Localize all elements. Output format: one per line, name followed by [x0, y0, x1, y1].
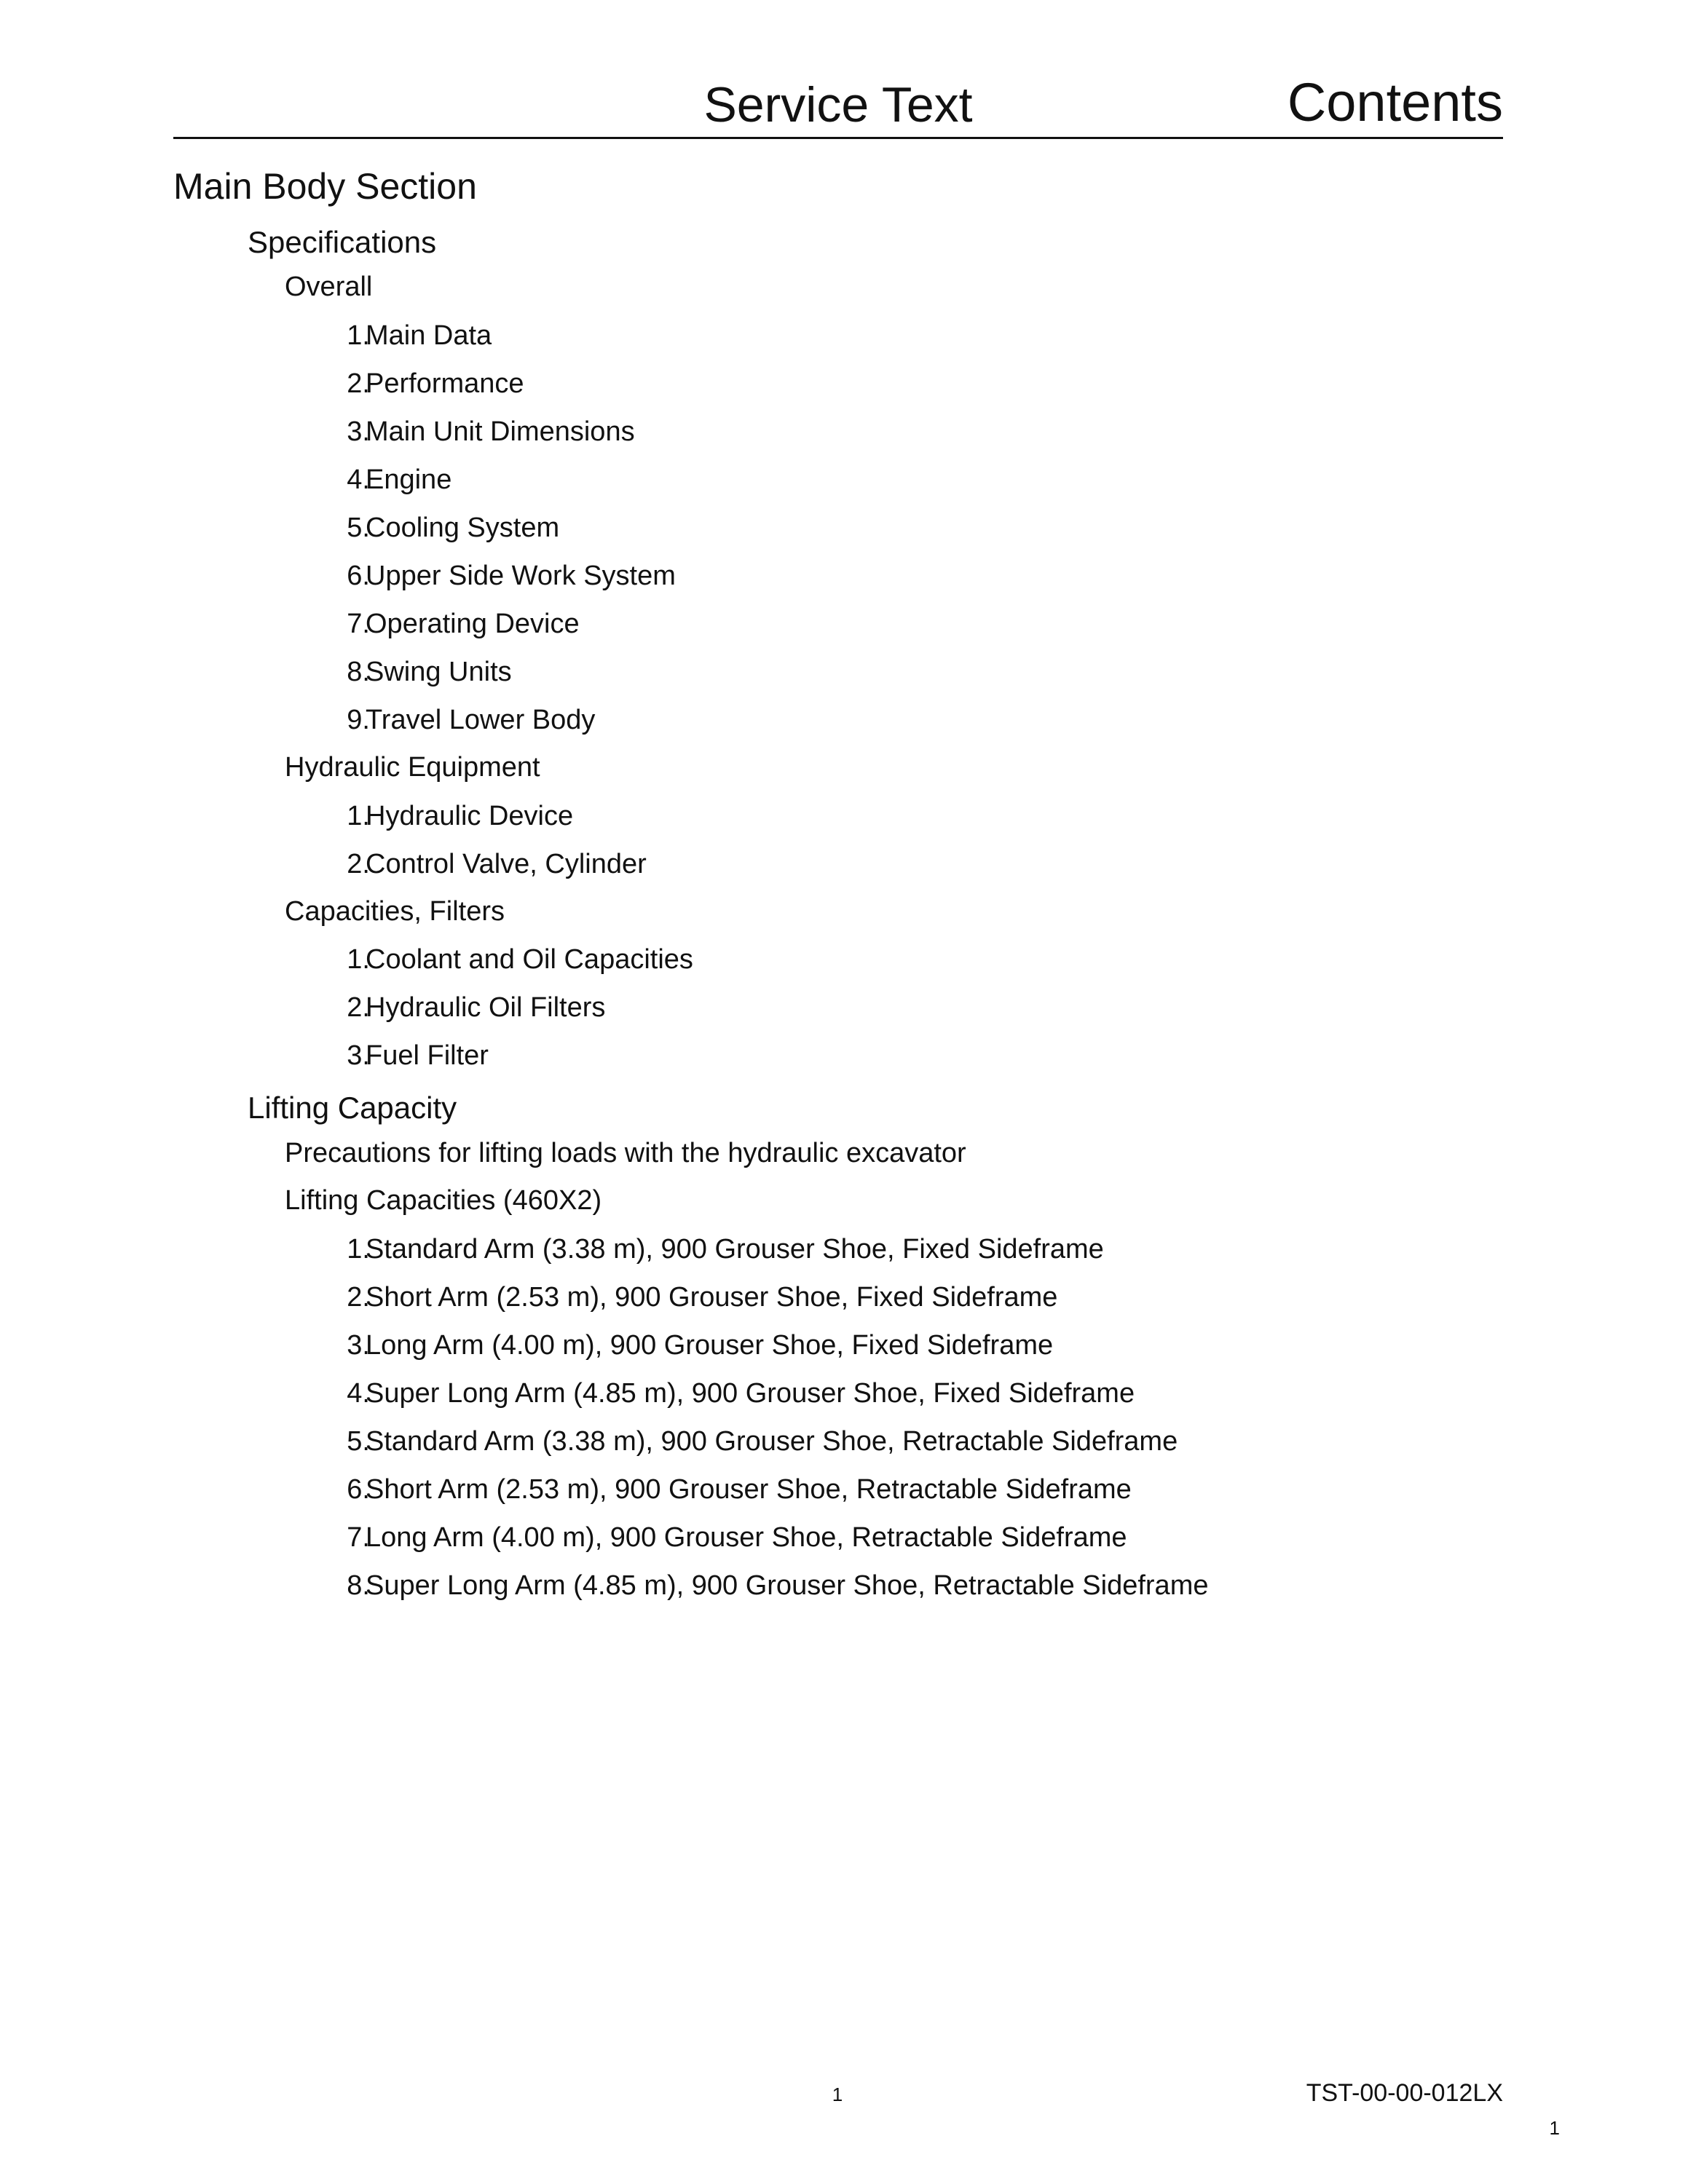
toc-item[interactable]: [173, 799, 1503, 833]
toc-item-number: 8.: [347, 1570, 370, 1601]
toc-item-number: 3.: [347, 1040, 370, 1072]
toc-item[interactable]: [173, 511, 1503, 545]
toc-chapter: [173, 1090, 1503, 1602]
toc-item-number: 5.: [347, 512, 370, 543]
page-number: 1: [832, 2084, 843, 2105]
toc-item-number: 7.: [347, 608, 370, 639]
toc-item-label: Long Arm (4.00 m), 900 Grouser Shoe, Retractable Sideframe: [366, 1522, 1127, 1553]
toc-item-label: Super Long Arm (4.85 m), 900 Grouser Shoe, Retractable Sideframe: [366, 1570, 1209, 1601]
section-title[interactable]: Precautions for lifting loads with the hydraulic excavator: [285, 1137, 966, 1168]
toc-item[interactable]: [173, 1473, 1503, 1506]
toc-item-label: Short Arm (2.53 m), 900 Grouser Shoe, Retractable Sideframe: [366, 1473, 1132, 1505]
section-title: Contents: [1287, 72, 1503, 132]
page-header: [173, 67, 1503, 139]
document-title: Service Text: [703, 77, 973, 132]
toc-item[interactable]: [173, 1425, 1503, 1458]
toc-item-label: Coolant and Oil Capacities: [366, 944, 693, 976]
toc-item-number: 4.: [347, 464, 370, 495]
toc-item[interactable]: [173, 1281, 1503, 1314]
toc-item-label: Swing Units: [366, 656, 512, 687]
toc-item-number: 2.: [347, 1281, 370, 1313]
toc-item[interactable]: [173, 559, 1503, 593]
toc-item[interactable]: [173, 463, 1503, 496]
toc-item-number: 3.: [347, 1329, 370, 1361]
toc-item[interactable]: [173, 847, 1503, 881]
toc-item-number: 6.: [347, 1473, 370, 1505]
toc-item-label: Engine: [366, 464, 452, 495]
toc-item-number: 9.: [347, 704, 370, 735]
toc-item-number: 1.: [347, 800, 370, 831]
toc-section: [173, 751, 1503, 881]
table-of-contents: [173, 165, 1503, 1620]
toc-item-label: Cooling System: [366, 512, 560, 543]
toc-item[interactable]: [173, 655, 1503, 689]
toc-item-label: Performance: [366, 368, 524, 399]
toc-item-label: Operating Device: [366, 608, 580, 639]
toc-item-number: 7.: [347, 1522, 370, 1553]
toc-item-label: Long Arm (4.00 m), 900 Grouser Shoe, Fixed Sideframe: [366, 1329, 1054, 1361]
toc-item-list: [173, 1233, 1503, 1602]
toc-item-list: [173, 943, 1503, 1072]
toc-item[interactable]: [173, 991, 1503, 1024]
toc-item-number: 6.: [347, 560, 370, 591]
section-title[interactable]: Overall: [285, 272, 373, 303]
corner-page-number: 1: [1549, 2117, 1560, 2139]
toc-item[interactable]: [173, 1569, 1503, 1602]
toc-item-number: 1.: [347, 320, 370, 351]
toc-item-list: [173, 799, 1503, 881]
toc-item-number: 8.: [347, 656, 370, 687]
toc-item-label: Super Long Arm (4.85 m), 900 Grouser Shoe, Fixed Sideframe: [366, 1377, 1135, 1409]
toc-item-label: Main Data: [366, 320, 492, 351]
toc-item[interactable]: [173, 943, 1503, 976]
toc-item-label: Travel Lower Body: [366, 704, 596, 735]
toc-item[interactable]: [173, 319, 1503, 352]
toc-section: [173, 271, 1503, 737]
toc-item-label: Hydraulic Device: [366, 800, 574, 831]
section-title[interactable]: Capacities, Filters: [285, 895, 505, 927]
toc-item[interactable]: [173, 703, 1503, 737]
chapter-list: [173, 224, 1503, 1602]
toc-item-label: Hydraulic Oil Filters: [366, 992, 606, 1024]
toc-item-label: Upper Side Work System: [366, 560, 676, 591]
section-title[interactable]: Lifting Capacities (460X2): [285, 1185, 602, 1216]
toc-item-label: Standard Arm (3.38 m), 900 Grouser Shoe, Fixed Sideframe: [366, 1233, 1104, 1265]
toc-item-number: 4.: [347, 1377, 370, 1409]
toc-section: [173, 895, 1503, 1073]
section-title[interactable]: Hydraulic Equipment: [285, 751, 540, 783]
toc-item-number: 1.: [347, 944, 370, 976]
part-title: Main Body Section: [173, 166, 477, 207]
toc-item-number: 2.: [347, 368, 370, 399]
toc-section: [173, 1137, 1503, 1171]
toc-item-number: 2.: [347, 992, 370, 1024]
toc-item-label: Control Valve, Cylinder: [366, 848, 647, 879]
toc-item-label: Main Unit Dimensions: [366, 416, 635, 447]
toc-item-number: 3.: [347, 416, 370, 447]
document-code: TST-00-00-012LX: [1306, 2079, 1503, 2107]
toc-item-label: Short Arm (2.53 m), 900 Grouser Shoe, Fixed Sideframe: [366, 1281, 1058, 1313]
chapter-title[interactable]: Specifications: [248, 225, 437, 259]
toc-item-list: [173, 319, 1503, 737]
toc-item-number: 1.: [347, 1233, 370, 1265]
toc-item[interactable]: [173, 1233, 1503, 1266]
toc-item[interactable]: [173, 1521, 1503, 1554]
toc-item[interactable]: [173, 367, 1503, 400]
toc-item[interactable]: [173, 1039, 1503, 1072]
toc-item[interactable]: [173, 1377, 1503, 1410]
toc-item-label: Fuel Filter: [366, 1040, 489, 1072]
toc-item[interactable]: [173, 607, 1503, 641]
toc-item-number: 5.: [347, 1425, 370, 1457]
toc-item[interactable]: [173, 1329, 1503, 1362]
chapter-title[interactable]: Lifting Capacity: [248, 1091, 457, 1125]
toc-chapter: [173, 224, 1503, 1072]
toc-item[interactable]: [173, 415, 1503, 448]
toc-section: [173, 1184, 1503, 1602]
toc-item-number: 2.: [347, 848, 370, 879]
toc-item-label: Standard Arm (3.38 m), 900 Grouser Shoe, Retractable Sideframe: [366, 1425, 1178, 1457]
